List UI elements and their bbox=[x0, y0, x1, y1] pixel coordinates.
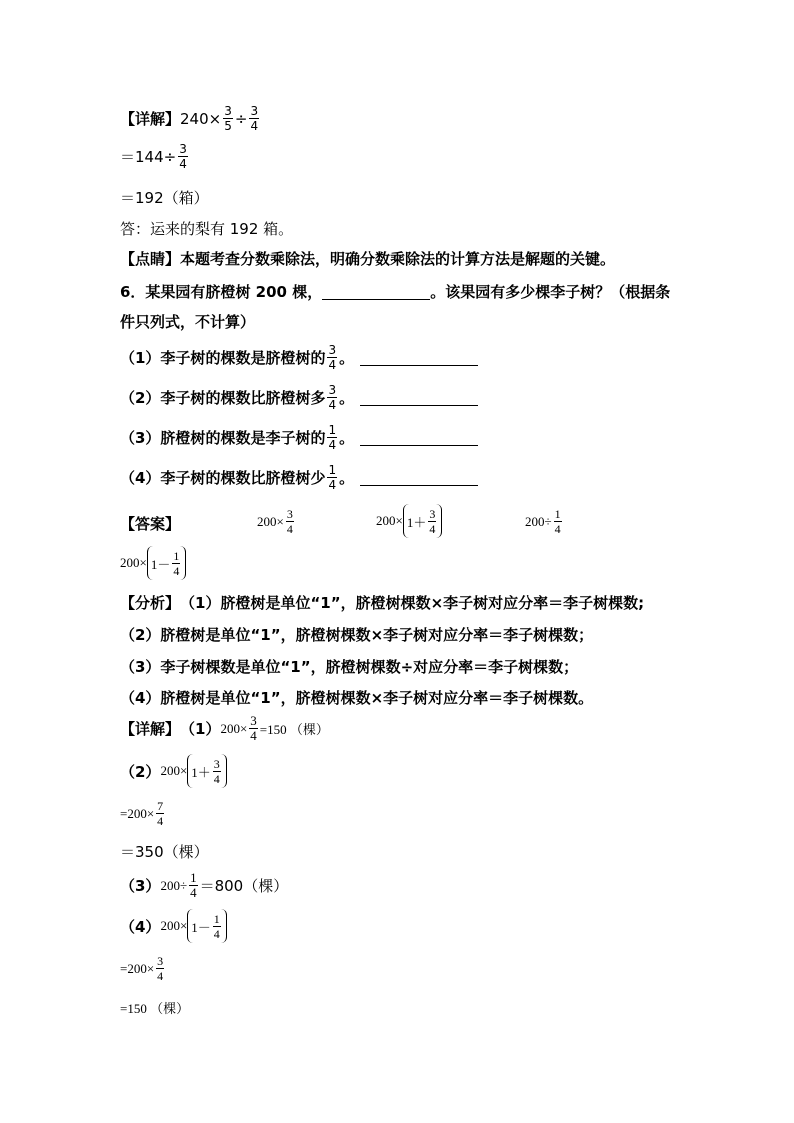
q6-item-4: （4）李子树的棵数比脐橙树少 $\frac{1}{4}$ 。 bbox=[120, 463, 478, 492]
q6-item-2: （2）李子树的棵数比脐橙树多 $\frac{3}{4}$ 。 bbox=[120, 383, 478, 412]
detail2-step2-line3: ＝350（棵） bbox=[120, 843, 209, 861]
fraction: $\frac{3}{4}$ bbox=[429, 506, 436, 536]
analysis-line2: （2）脐橙树是单位“1”，脐橙树棵数×李子树对应分率＝李子树棵数； bbox=[120, 626, 594, 644]
q6-item-1: （1）李子树的棵数是脐橙树的 $\frac{3}{4}$ 。 bbox=[120, 343, 478, 372]
detail2-step3: （3） 200÷ $\frac{1}{4}$ ＝800（棵） bbox=[120, 870, 289, 900]
detail2-step4: （4） 200× 1－ $\frac{1}{4}$ bbox=[120, 909, 227, 943]
detail2-step2: （2） 200× 1＋ $\frac{3}{4}$ bbox=[120, 754, 227, 788]
fraction: $\frac{1}{4}$ bbox=[173, 548, 180, 578]
detail2-step2-line2: =200× $\frac{7}{4}$ bbox=[120, 799, 164, 828]
fraction: $\frac{3}{4}$ bbox=[328, 383, 337, 412]
analysis-line3: （3）李子树棵数是单位“1”，脐橙树棵数÷对应分率＝李子树棵数； bbox=[120, 658, 579, 676]
detail2-step4-line3: =150 （棵） bbox=[120, 1001, 190, 1016]
q6-item-3: （3）脐橙树的棵数是李子树的 $\frac{1}{4}$ 。 bbox=[120, 423, 478, 452]
answer-blank bbox=[360, 429, 478, 446]
point-text: 本题考查分数乘除法，明确分数乘除法的计算方法是解题的关键。 bbox=[180, 250, 616, 268]
detail1-line1 bbox=[120, 104, 261, 133]
answer-blank bbox=[360, 349, 478, 366]
answer-blank bbox=[360, 469, 478, 486]
q6-intro: 6．某果园有脐橙树 200 棵， 。该果园有多少棵李子树？（根据条 bbox=[120, 283, 671, 301]
detail1-answer: 答：运来的梨有 192 箱。 bbox=[120, 220, 294, 238]
parenthesis: 1－ $\frac{1}{4}$ bbox=[147, 546, 187, 580]
q6-intro-cont: 件只列式，不计算） bbox=[120, 313, 256, 331]
parenthesis: 1＋ $\frac{3}{4}$ bbox=[187, 754, 227, 788]
point-line bbox=[120, 248, 615, 269]
times-sign: × bbox=[208, 109, 222, 128]
fraction: $\frac{3}{4}$ bbox=[213, 756, 220, 786]
fraction: $\frac{7}{4}$ bbox=[157, 799, 164, 828]
fraction: $\frac{1}{4}$ bbox=[328, 463, 337, 492]
analysis-line4: （4）脐橙树是单位“1”，脐橙树棵数×李子树对应分率＝李子树棵数。 bbox=[120, 689, 594, 707]
detail2-step1: 【详解】 （1） 200× $\frac{3}{4}$ =150 （棵） bbox=[120, 713, 329, 743]
answer-blank bbox=[360, 389, 478, 406]
fraction: $\frac{1}{4}$ bbox=[213, 911, 220, 941]
answer-label: 【答案】 bbox=[120, 515, 181, 533]
fraction: $\frac{3}{4}$ bbox=[250, 104, 259, 133]
detail1-line2: ＝144÷ $\frac{3}{4}$ bbox=[120, 142, 187, 171]
fraction: $\frac{3}{4}$ bbox=[179, 142, 187, 171]
detail1-label: 【详解】 bbox=[120, 110, 181, 128]
parenthesis: 1＋ $\frac{3}{4}$ bbox=[403, 504, 443, 538]
detail2-step4-line2: =200× $\frac{3}{4}$ bbox=[120, 954, 164, 983]
fraction: $\frac{3}{5}$ bbox=[224, 104, 232, 133]
point-label: 【点睛】 bbox=[120, 250, 181, 268]
answer-4: 200× 1－ $\frac{1}{4}$ bbox=[120, 546, 186, 580]
fraction: $\frac{3}{4}$ bbox=[157, 954, 164, 983]
fraction: $\frac{3}{4}$ bbox=[286, 507, 293, 536]
detail2-label: 【详解】 bbox=[120, 720, 181, 738]
answer-3: 200÷ $\frac{1}{4}$ bbox=[525, 507, 561, 536]
answer-2: 200× 1＋ $\frac{3}{4}$ bbox=[376, 504, 442, 538]
fraction: $\frac{1}{4}$ bbox=[190, 870, 197, 900]
parenthesis: 1－ $\frac{1}{4}$ bbox=[187, 909, 227, 943]
answer-blank bbox=[322, 283, 430, 300]
divide-sign: ÷ bbox=[234, 109, 248, 128]
fraction: $\frac{1}{4}$ bbox=[554, 507, 561, 536]
analysis-label: 【分析】 bbox=[120, 594, 181, 612]
fraction: $\frac{3}{4}$ bbox=[328, 343, 337, 372]
detail1-number: 240 bbox=[180, 109, 209, 128]
detail1-line3: ＝192（箱） bbox=[120, 189, 209, 207]
answer-1: 200× $\frac{3}{4}$ bbox=[257, 507, 293, 536]
fraction: $\frac{3}{4}$ bbox=[250, 713, 257, 743]
fraction: $\frac{1}{4}$ bbox=[328, 423, 337, 452]
analysis-line1: 【分析】 （1）脐橙树是单位“1”，脐橙树棵数×李子树对应分率＝李子树棵数; bbox=[120, 594, 645, 612]
